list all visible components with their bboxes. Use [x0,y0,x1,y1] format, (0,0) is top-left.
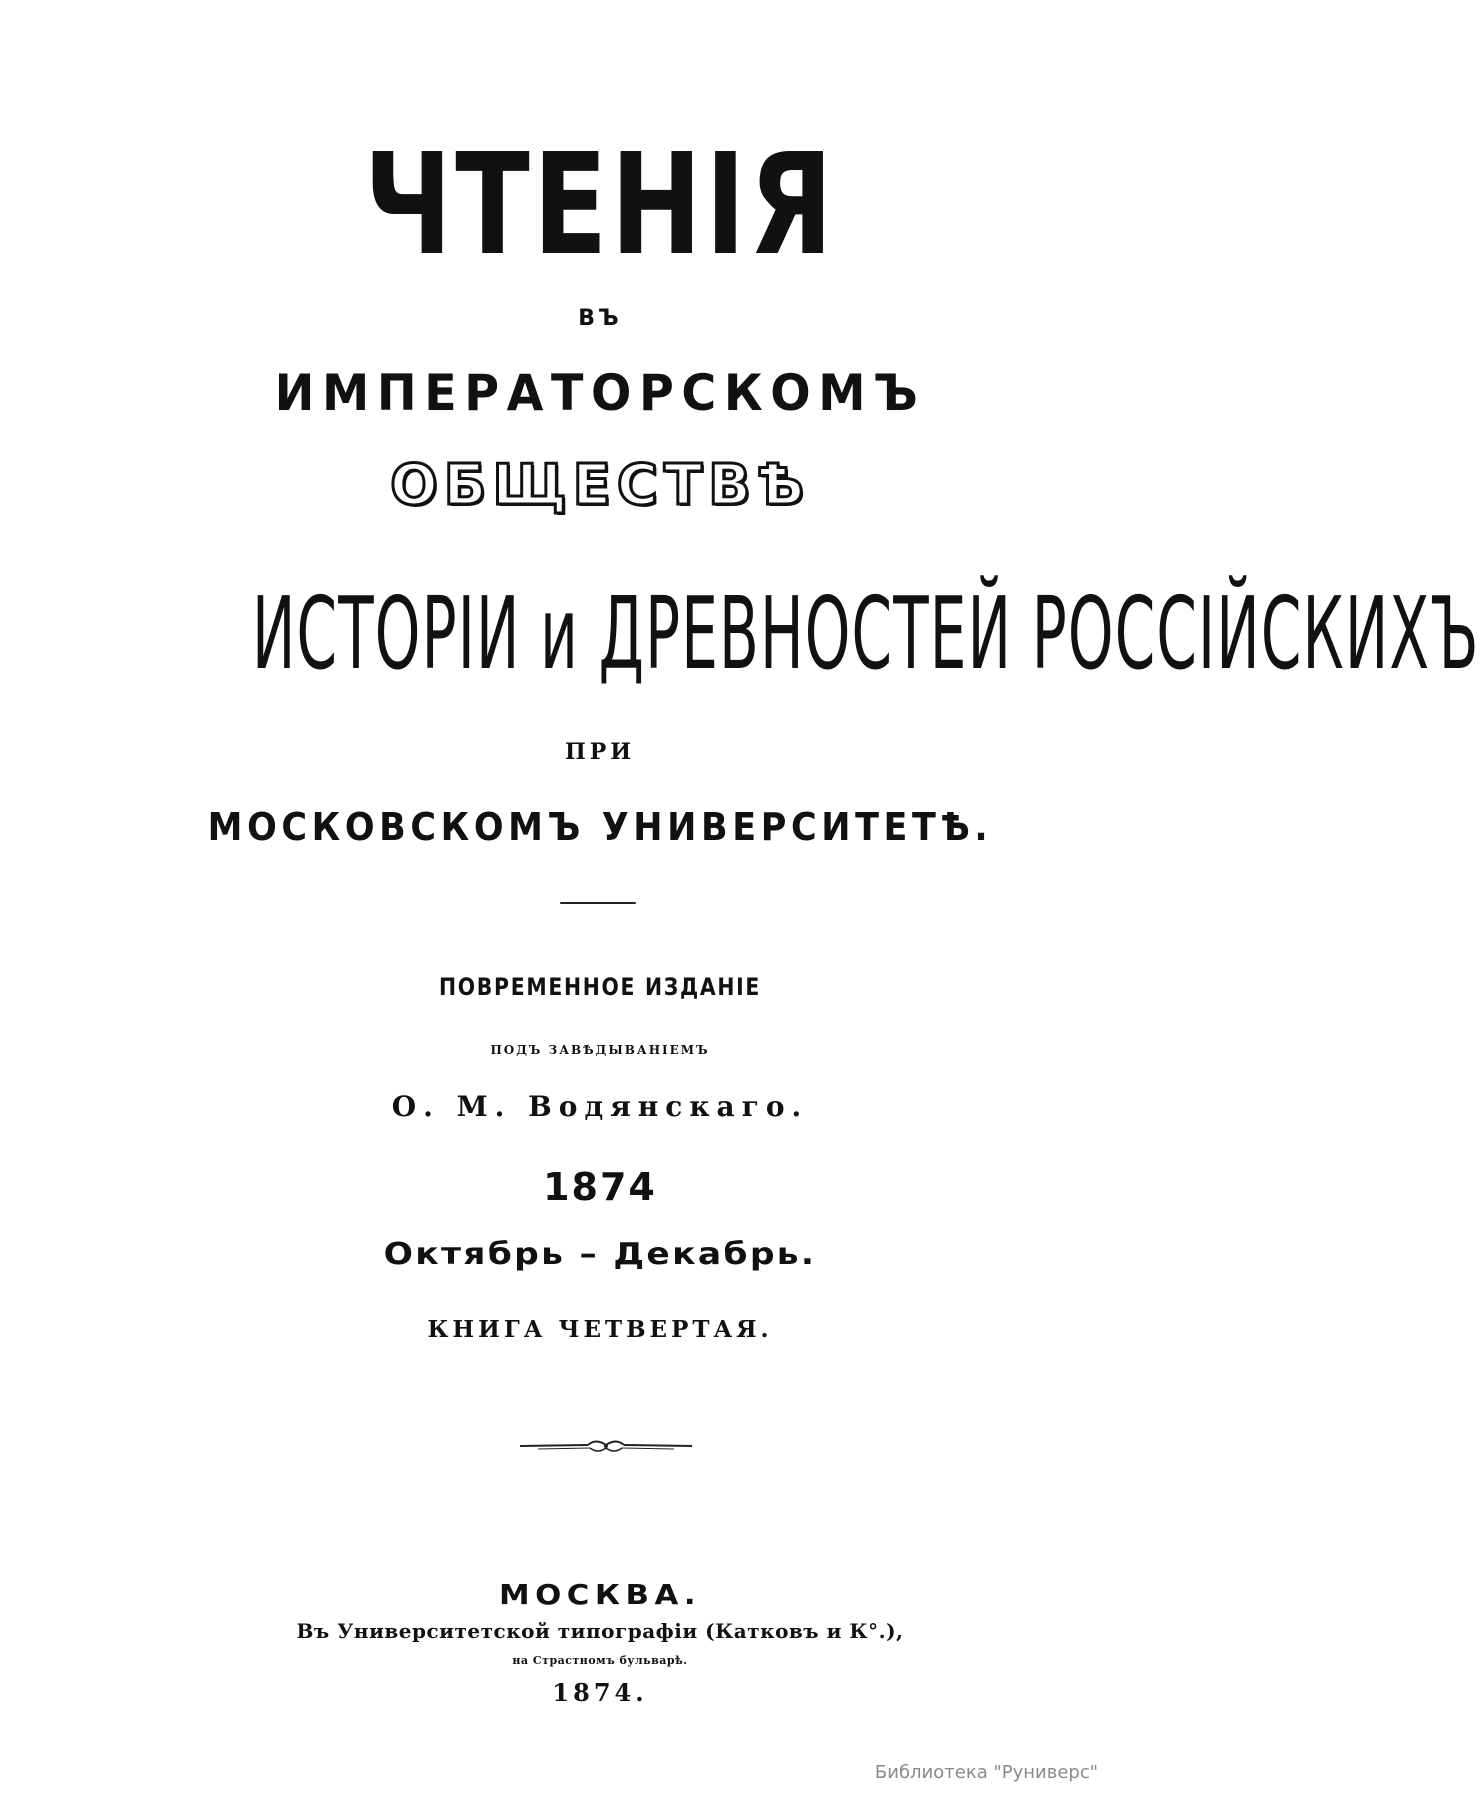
history-line: ИСТОРІИ и ДРЕВНОСТЕЙ РОССІЙСКИХЪ [252,575,1480,692]
edition-under: ПОДЪ ЗАВѢДЫВАНІЕМЪ [490,1043,710,1057]
edition-months: Октябрь – Декабрь. [383,1237,817,1272]
preposition-text: ВЪ [578,306,622,331]
divider-rule [560,902,636,904]
imperatorskom-text: ИМПЕРАТОРСКОМЪ [274,364,926,422]
editor-name: О. М. Водянскаго. [391,1090,809,1123]
imprint-city: МОСКВА. [498,1578,702,1611]
university-text: МОСКОВСКОМЪ УНИВЕРСИТЕТѢ. [207,805,993,849]
book-number: КНИГА ЧЕТВЕРТАЯ. [427,1316,773,1343]
library-watermark: Библиотека "Руниверс" [874,1762,1098,1783]
pri-text: ПРИ [564,739,636,765]
obshchestve-text: ОБЩЕСТВѢ [390,453,810,518]
imprint-location: на Страстномъ бульварѣ. [512,1654,688,1667]
imprint-year: 1874. [552,1678,648,1707]
imprint-press: Въ Университетской типографіи (Катковъ и К°.), [296,1619,904,1643]
edition-type: ПОВРЕМЕННОЕ ИЗДАНІЕ [438,973,762,1001]
edition-year: 1874 [543,1165,657,1209]
ornament-divider [518,1436,694,1456]
main-title: ЧТЕНІЯ [363,124,837,287]
